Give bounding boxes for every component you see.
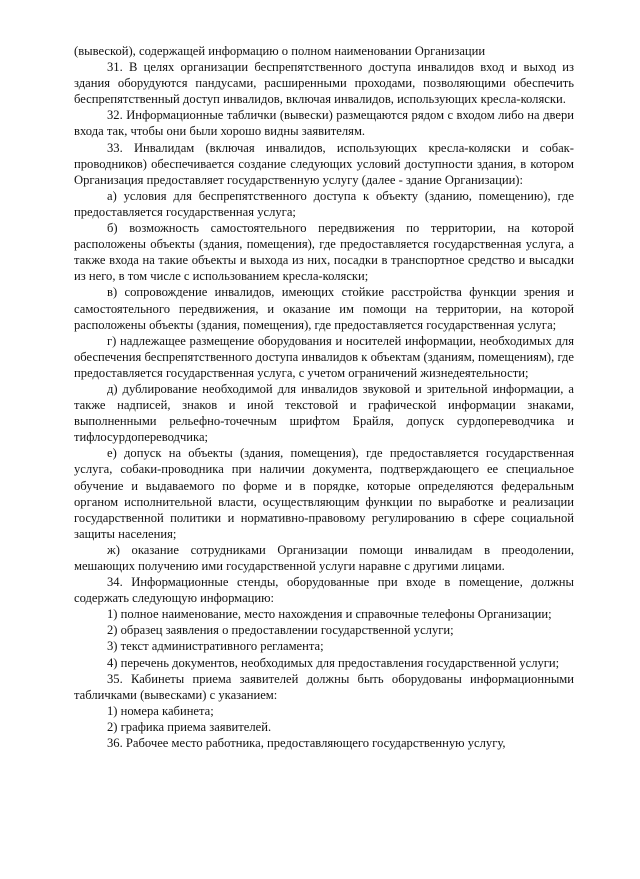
paragraph-34-4: 4) перечень документов, необходимых для предоставления государственной услуги; xyxy=(107,655,560,670)
paragraph-35: 35. Кабинеты приема заявителей должны быть оборудованы информационными табличками (вывесками) с указанием: xyxy=(74,671,574,702)
document-page xyxy=(74,43,574,751)
paragraph-34-2: 2) образец заявления о предоставлении государственной услуги; xyxy=(107,623,454,638)
paragraph-33-d: д) дублирование необходимой для инвалидов звуковой и зрительной информации, а также надписей, знаков и иной текстовой и графической информации знаками, выполненными рельефно-точечным шрифтом Брайля, допуск сурдопереводчика и тифлосурдопереводчика; xyxy=(74,381,574,445)
paragraph-33: 33. Инвалидам (включая инвалидов, использующих кресла-коляски и собак-проводников) обеспечивается создание следующих условий доступности здания, в котором Организация предоставляет государственную услугу (далее - здание Организации): xyxy=(74,140,574,187)
paragraph-33-a: а) условия для беспрепятственного доступа к объекту (зданию, помещению), где предоставляется государственная услуга; xyxy=(74,188,574,219)
paragraph-34: 34. Информационные стенды, оборудованные при входе в помещение, должны содержать следующую информацию: xyxy=(74,575,574,606)
paragraph-33-b: б) возможность самостоятельного передвижения по территории, на которой расположены объекты (здания, помещения), где предоставляется государственная услуга, а также входа на такие объекты и выхода из них, посадки в транспортное средство и высадки из него, в том числе с использованием кресла-коляски; xyxy=(74,221,574,284)
paragraph-32: 32. Информационные таблички (вывески) размещаются рядом с входом либо на двери входа так, чтобы они были хорошо видны заявителям. xyxy=(74,108,574,139)
paragraph-continuation: (вывеской), содержащей информацию о полном наименовании Организации xyxy=(74,44,486,58)
paragraph-31: 31. В целях организации беспрепятственного доступа инвалидов вход и выход из здания оборудуются пандусами, расширенными проходами, позволяющими обеспечить беспрепятственный доступ инвалидов, включая инвалидов, использующих кресла-коляски. xyxy=(74,60,574,107)
paragraph-33-e: е) допуск на объекты (здания, помещения), где предоставляется государственная услуга, собаки-проводника при наличии документа, подтверждающего ее специальное обучение и выдаваемого по форме и в порядке, которые определяются федеральным органом исполнительной власти, осуществляющим функции по выработке и реализации государственной политики и нормативно-правовому регулированию в сфере социальной защиты населения; xyxy=(74,446,574,541)
paragraph-35-1: 1) номера кабинета; xyxy=(107,703,214,718)
paragraph-33-zh: ж) оказание сотрудниками Организации помощи инвалидам в преодолении, мешающих получению ими государственной услуги наравне с другими лицами. xyxy=(74,542,574,573)
paragraph-34-1: 1) полное наименование, место нахождения и справочные телефоны Организации; xyxy=(107,607,552,622)
paragraph-33-v: в) сопровождение инвалидов, имеющих стойкие расстройства функции зрения и самостоятельного передвижения, и оказание им помощи на территории, на которой расположены объекты (здания, помещения), где предоставляется государственная услуга; xyxy=(74,285,574,332)
paragraph-34-3: 3) текст административного регламента; xyxy=(107,639,324,654)
paragraph-35-2: 2) графика приема заявителей. xyxy=(107,719,272,734)
paragraph-36: 36. Рабочее место работника, предоставляющего государственную услугу, xyxy=(107,736,506,751)
paragraph-33-g: г) надлежащее размещение оборудования и носителей информации, необходимых для обеспечения беспрепятственного доступа инвалидов к объектам (зданиям, помещениям), где предоставляется государственная услуга, с учетом ограничений жизнедеятельности; xyxy=(74,333,574,380)
